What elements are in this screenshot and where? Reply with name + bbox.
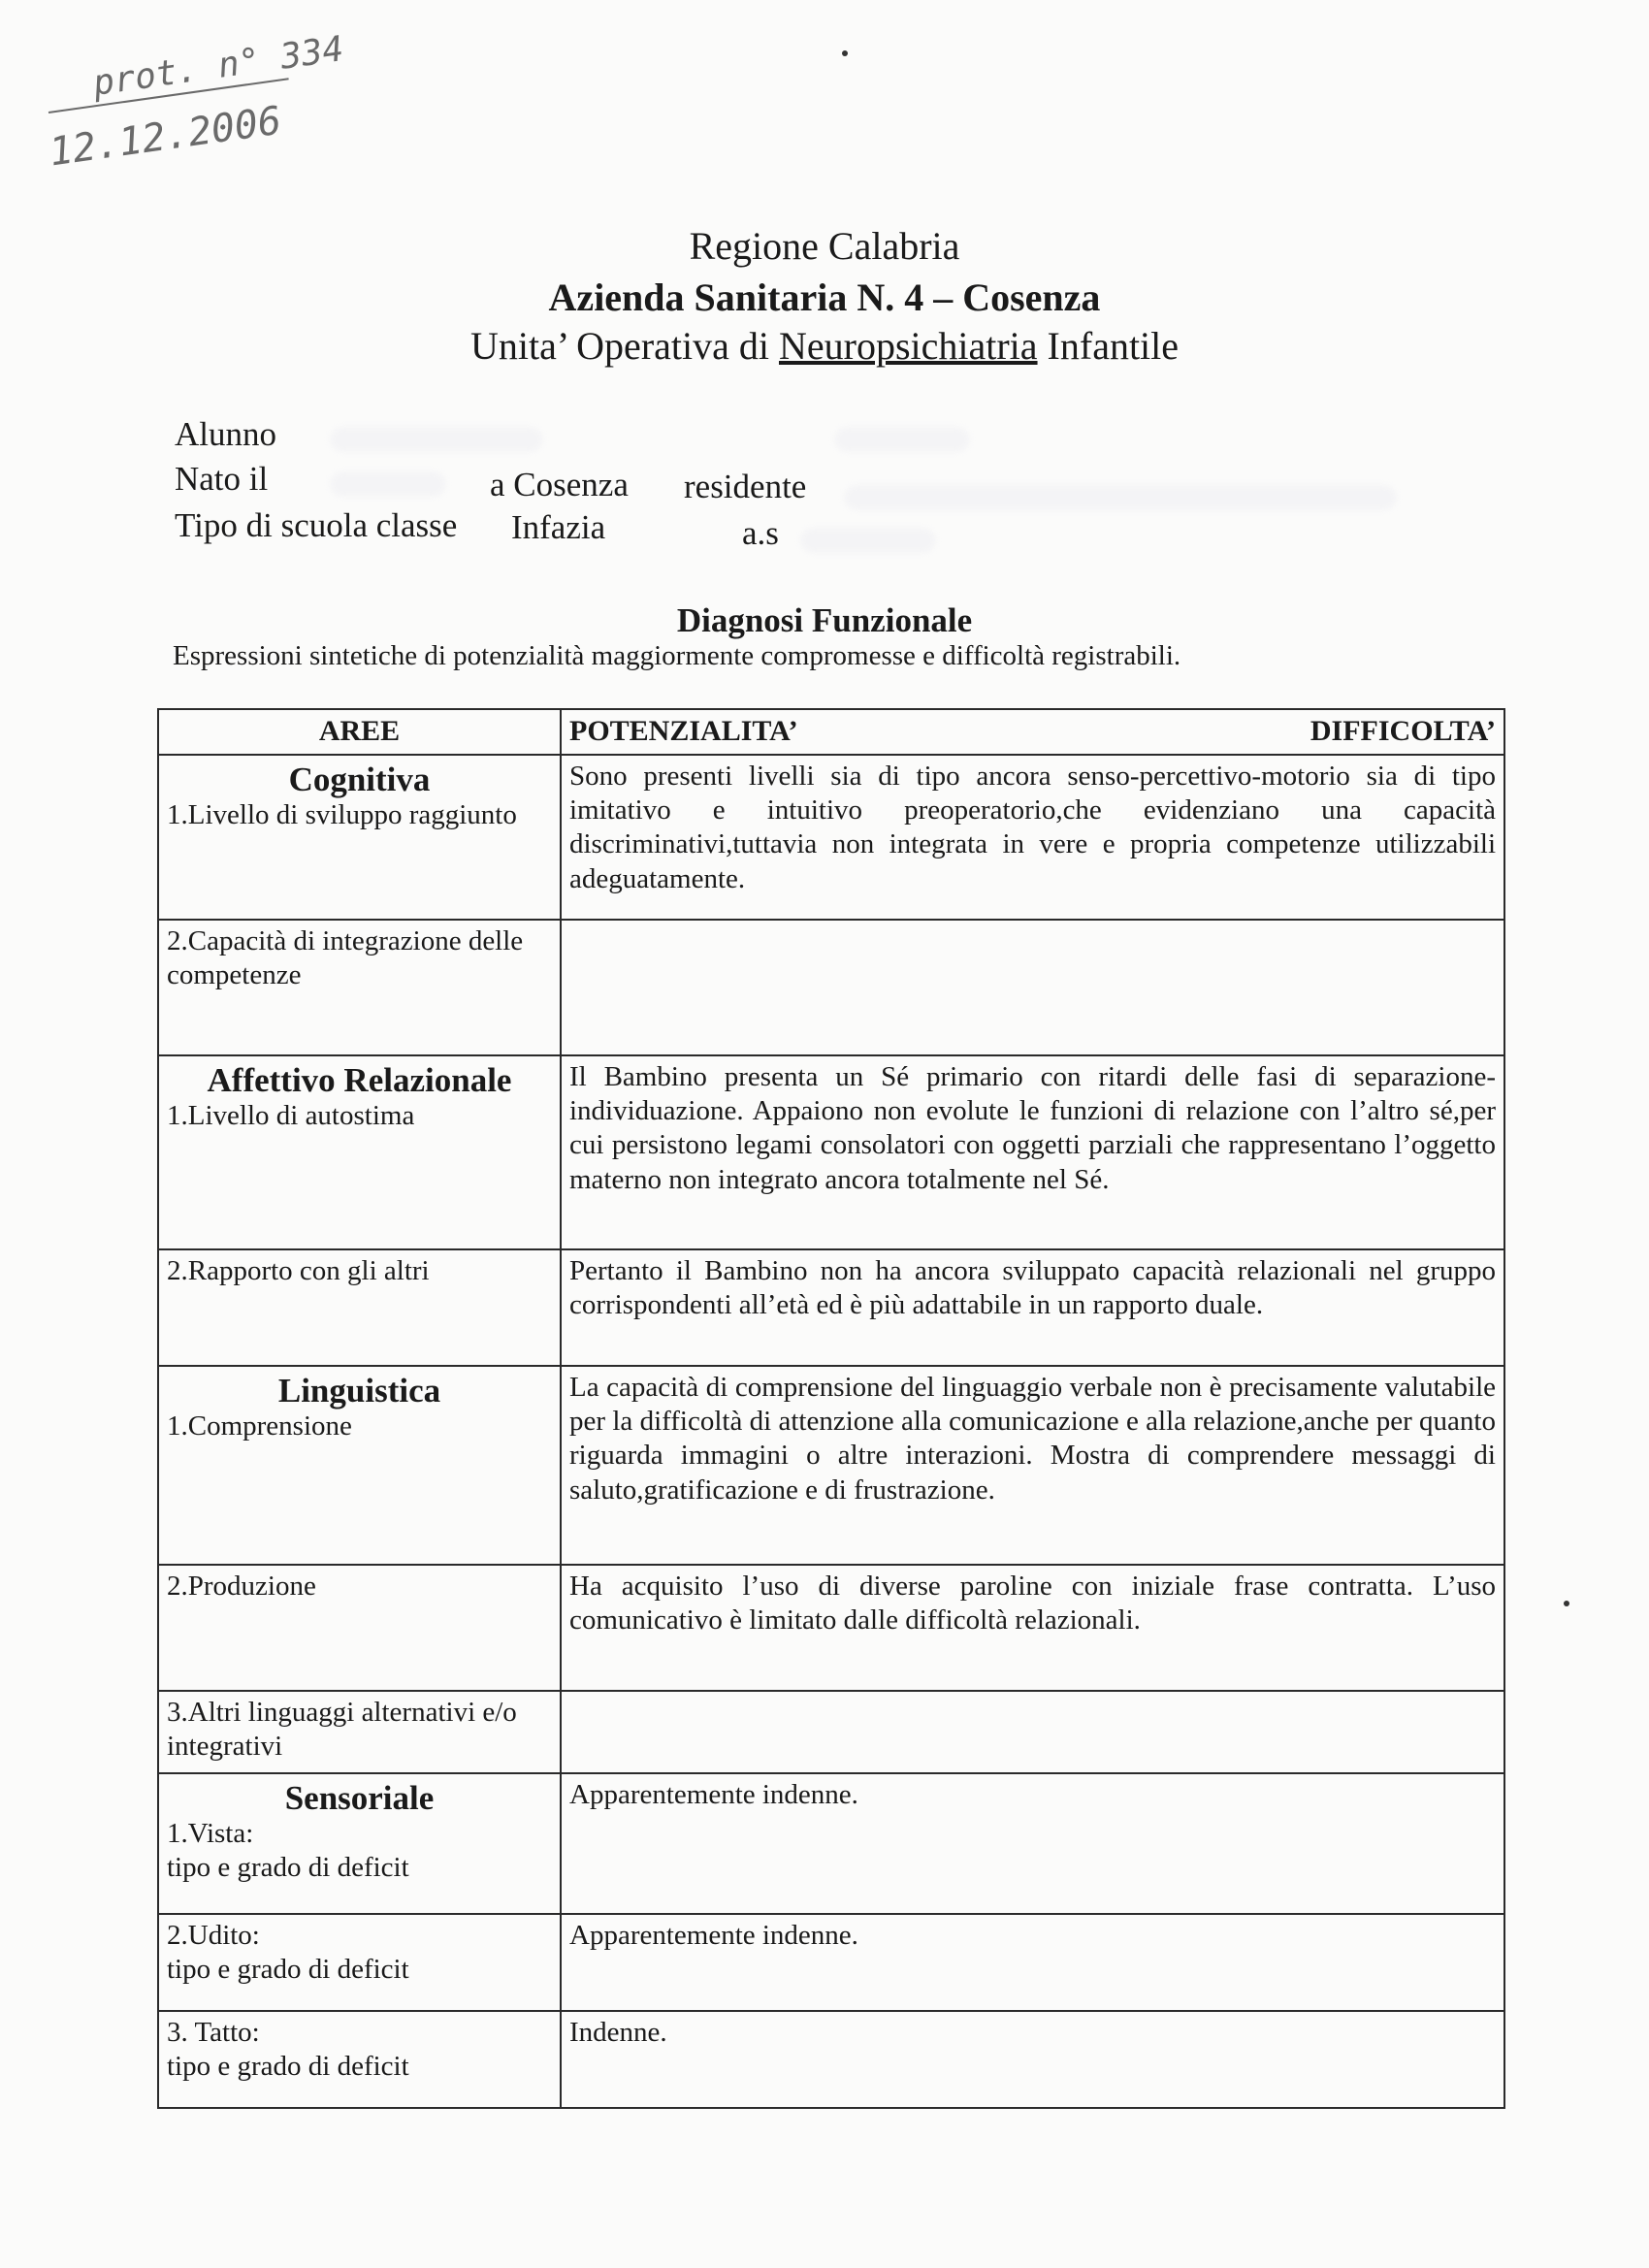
row-area-cell [158,1691,561,1773]
table-row [158,2011,1504,2108]
row-text-cell: Apparentemente indenne. [561,1773,1504,1914]
date-handwriting: 12.12.2006 [46,98,284,176]
row-text-cell [561,920,1504,1055]
diagnosis-title: Diagnosi Funzionale [676,601,973,639]
col-aree: AREE [158,709,561,755]
residente-label: residente [684,468,807,505]
item-label: 3. Tatto: tipo e grado di deficit [167,2016,409,2082]
item-label: 2.Udito: tipo e grado di deficit [167,1919,409,1985]
row-text-cell: Apparentemente indenne. [561,1914,1504,2011]
row-area-cell [158,1249,561,1366]
table-row [158,1565,1504,1691]
row-area-cell [158,1914,561,2011]
col-potenzialita-difficolta [561,709,1504,755]
redacted-address [844,485,1397,510]
row-text-cell: Ha acquisito l’uso di diverse paroline con iniziale frase contratta. L’uso comunicativo è limitato dalle difficoltà relazionali. [561,1565,1504,1691]
table-row [158,1773,1504,1914]
item-label: 1.Livello di autostima [167,1100,415,1132]
redacted-mark [834,427,970,452]
table-row [158,1249,1504,1366]
row-text-cell: Indenne. [561,2011,1504,2108]
diagnosis-table [157,708,1505,2109]
table-row [158,1055,1504,1249]
item-label: 2.Rapporto con gli altri [167,1254,430,1286]
table-row [158,1691,1504,1773]
col-potenzialita: POTENZIALITA’ [569,715,798,747]
table-row [158,920,1504,1055]
scuola-value: Infazia [511,508,606,546]
birthplace: a Cosenza [490,466,629,503]
nato-label: Nato il [175,460,269,498]
item-label: 1.Livello di sviluppo raggiunto [167,799,517,831]
as-label: a.s [742,514,779,552]
item-label: 2.Produzione [167,1570,316,1602]
row-area-cell [158,2011,561,2108]
row-text-cell: La capacità di comprensione del linguaggio verbale non è precisamente valutabile per la difficoltà di attenzione alla comunicazione e alla relazione,anche per quanto riguarda immagini o altre interazioni. Mostra di comprendere messaggi di saluto,gratificazione e di frustrazione. [561,1366,1504,1565]
redacted-birthdate [330,471,446,497]
diagnosis-subtitle: Espressioni sintetiche di potenzialità maggiormente compromesse e difficoltà registrabili. [173,640,1181,671]
row-area-cell [158,1565,561,1691]
item-label: 3.Altri linguaggi alternativi e/o integrativi [167,1696,517,1762]
header-unit-underlined: Neuropsichiatria [778,324,1038,368]
alunno-label: Alunno [175,415,276,453]
header-unit: Unita’ Operativa di Neuropsichiatria Infantile [469,324,1180,368]
table-row [158,755,1504,920]
row-area-cell [158,1366,561,1565]
row-text-cell: Il Bambino presenta un Sé primario con ritardi delle fasi di separazione-individuazione. Appaiono non evolute le funzioni di relazione con l’altro sé,per cui persistono legami consolatori con oggetti parziali che rappresentano l’oggetto materno non integrato ancora totalmente nel Sé. [561,1055,1504,1249]
row-text-cell: Pertanto il Bambino non ha ancora sviluppato capacità relazionali nel gruppo corrispondenti all’età ed è più adattabile in un rapporto duale. [561,1249,1504,1366]
row-area-cell [158,755,561,920]
col-difficolta: DIFFICOLTA’ [1310,715,1496,747]
area-title: Sensoriale [284,1778,435,1817]
row-area-cell [158,920,561,1055]
row-area-cell [158,1773,561,1914]
item-label: 1.Comprensione [167,1410,352,1442]
area-title: Affettivo Relazionale [207,1060,512,1099]
area-title: Linguistica [277,1371,441,1409]
item-label: 2.Capacità di integrazione delle competenze [167,924,524,990]
scuola-label: Tipo di scuola classe [175,506,458,544]
redacted-year [800,528,936,553]
row-area-cell [158,1055,561,1249]
redacted-name [330,427,543,452]
header-region: Regione Calabria [689,224,960,268]
table-header-row [158,709,1504,755]
scan-speck [842,50,848,56]
item-label: 1.Vista: tipo e grado di deficit [167,1818,409,1884]
protocol-handwriting: prot. n° 334 [90,29,346,104]
header-agency: Azienda Sanitaria N. 4 – Cosenza [548,275,1101,319]
row-text-cell [561,1691,1504,1773]
scan-speck [1564,1601,1569,1606]
row-text-cell: Sono presenti livelli sia di tipo ancora senso-percettivo-motorio sia di tipo imitativo e intuitivo preoperatorio,che evidenziano una capacità discriminativi,tuttavia non integrata in vere e propria competenze utilizzabili adeguatamente. [561,755,1504,920]
table-row [158,1914,1504,2011]
area-title: Cognitiva [288,760,431,798]
table-row [158,1366,1504,1565]
